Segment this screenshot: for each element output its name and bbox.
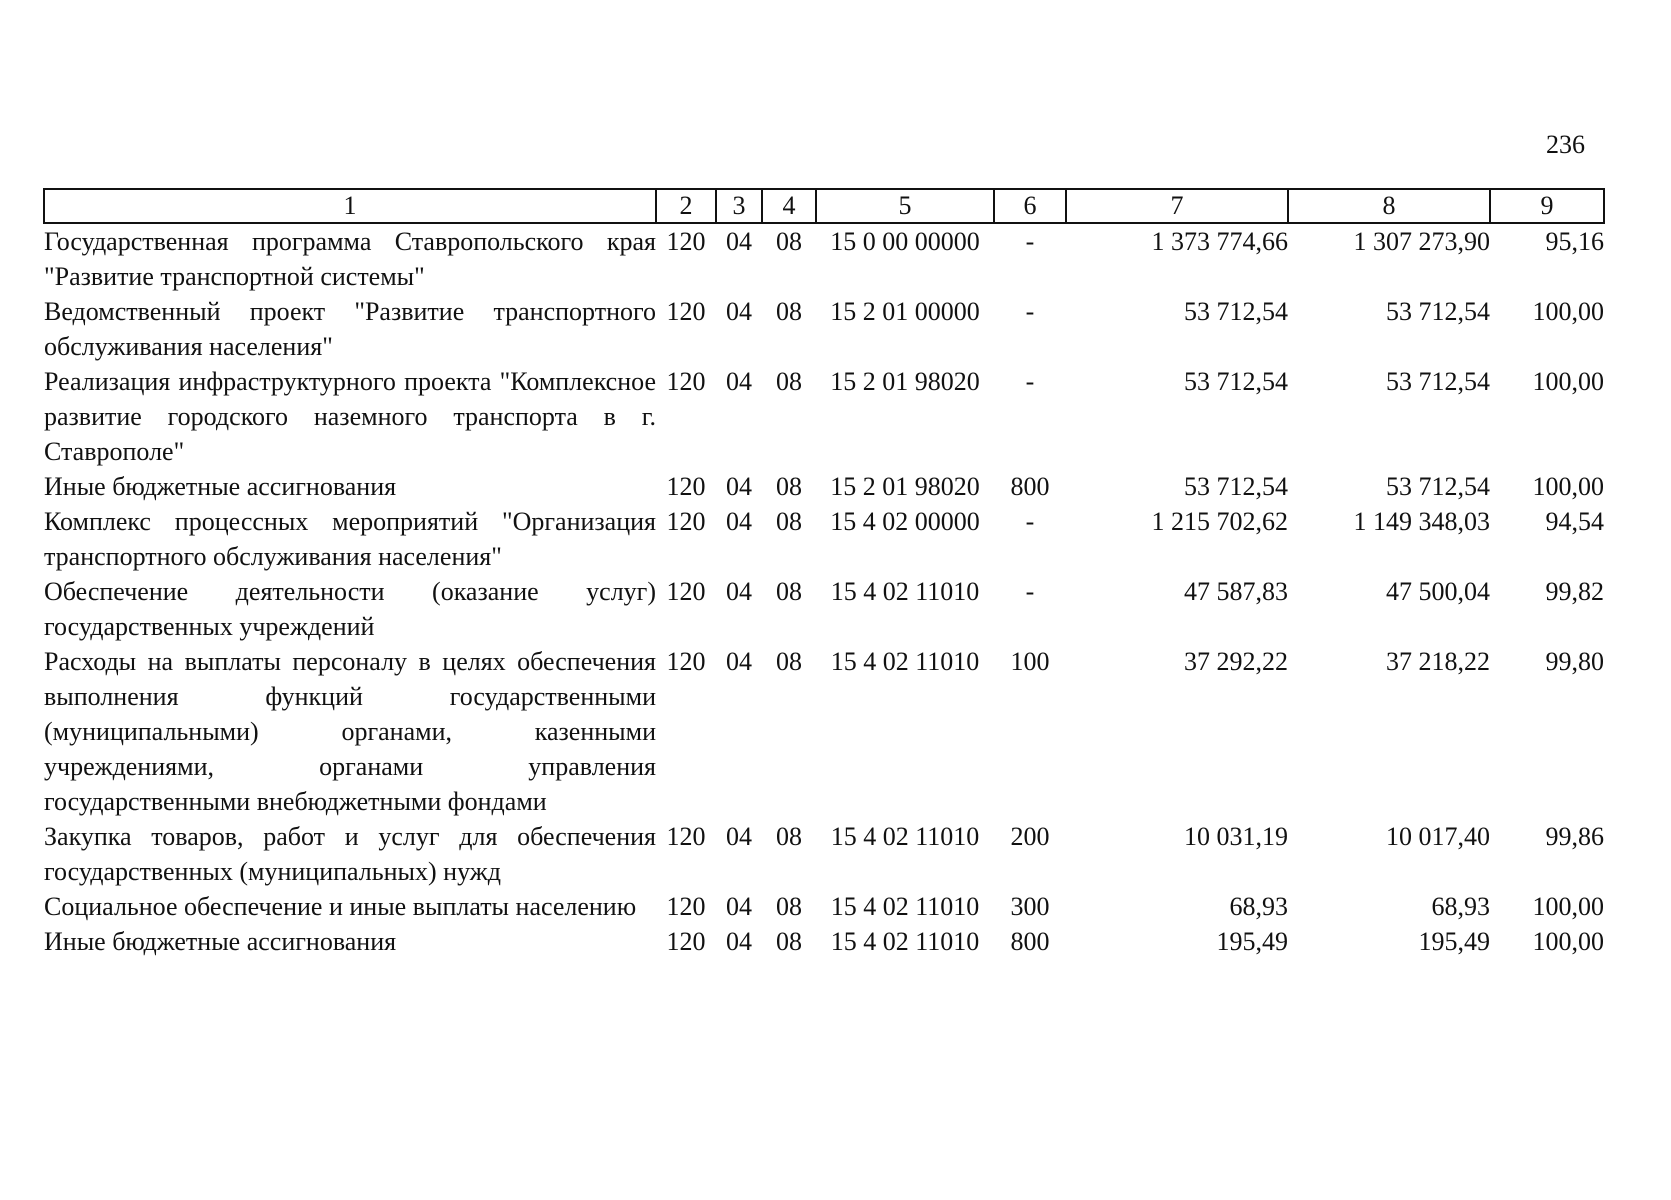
planned-amount-cell: 47 587,83 bbox=[1184, 577, 1288, 606]
percent-cell: 95,16 bbox=[1545, 227, 1604, 256]
column-header: 9 bbox=[1490, 189, 1604, 223]
planned-amount-cell: 10 031,19 bbox=[1184, 822, 1288, 851]
section-code-cell: 04 bbox=[726, 297, 752, 326]
table-row bbox=[44, 574, 1604, 644]
row-name-cell: Иные бюджетные ассигнования bbox=[44, 927, 397, 956]
subsection-code-cell: 08 bbox=[776, 507, 802, 536]
column-header: 2 bbox=[656, 189, 716, 223]
row-name-cell: Закупка товаров, работ и услуг для обеспечения государственных (муниципальных) нужд bbox=[44, 822, 656, 886]
ministry-code-cell: 120 bbox=[666, 507, 706, 536]
executed-amount-cell: 37 218,22 bbox=[1386, 647, 1490, 676]
budget-table bbox=[43, 188, 1605, 959]
row-name-cell: Расходы на выплаты персоналу в целях обеспечения выполнения функций государственными (муниципальными) органами, казенными учреждениями, органами управления государственными внебюджетными фондами bbox=[44, 647, 656, 816]
column-header: 6 bbox=[994, 189, 1066, 223]
planned-amount-cell: 1 215 702,62 bbox=[1151, 507, 1288, 536]
target-article-cell: 15 4 02 11010 bbox=[830, 647, 980, 676]
ministry-code-cell: 120 bbox=[666, 647, 706, 676]
executed-amount-cell: 68,93 bbox=[1431, 892, 1490, 921]
executed-amount-cell: 1 149 348,03 bbox=[1353, 507, 1490, 536]
subsection-code-cell: 08 bbox=[776, 822, 802, 851]
row-name-cell: Ведомственный проект "Развитие транспортного обслуживания населения" bbox=[44, 297, 656, 361]
target-article-cell: 15 4 02 11010 bbox=[830, 927, 980, 956]
row-name-cell: Комплекс процессных мероприятий "Организация транспортного обслуживания населения" bbox=[44, 507, 656, 571]
table-row bbox=[44, 889, 1604, 924]
target-article-cell: 15 4 02 11010 bbox=[830, 577, 980, 606]
column-header: 4 bbox=[762, 189, 816, 223]
percent-cell: 100,00 bbox=[1532, 472, 1604, 501]
table-row bbox=[44, 469, 1604, 504]
subsection-code-cell: 08 bbox=[776, 227, 802, 256]
executed-amount-cell: 10 017,40 bbox=[1386, 822, 1490, 851]
row-name-cell: Иные бюджетные ассигнования bbox=[44, 472, 397, 501]
column-number-header-row bbox=[44, 189, 1604, 223]
ministry-code-cell: 120 bbox=[666, 822, 706, 851]
column-header: 5 bbox=[816, 189, 994, 223]
target-article-cell: 15 4 02 00000 bbox=[830, 507, 980, 536]
row-name-cell: Социальное обеспечение и иные выплаты населению bbox=[44, 892, 637, 921]
percent-cell: 100,00 bbox=[1532, 927, 1604, 956]
subsection-code-cell: 08 bbox=[776, 892, 802, 921]
section-code-cell: 04 bbox=[726, 367, 752, 396]
ministry-code-cell: 120 bbox=[666, 227, 706, 256]
column-header: 8 bbox=[1288, 189, 1490, 223]
row-name-cell: Реализация инфраструктурного проекта "Комплексное развитие городского наземного транспорта в г. Ставрополе" bbox=[44, 367, 656, 466]
expense-type-cell: 300 bbox=[1010, 892, 1050, 921]
planned-amount-cell: 68,93 bbox=[1229, 892, 1288, 921]
planned-amount-cell: 37 292,22 bbox=[1184, 647, 1288, 676]
ministry-code-cell: 120 bbox=[666, 297, 706, 326]
expense-type-cell: - bbox=[1025, 297, 1035, 326]
expense-type-cell: - bbox=[1025, 577, 1035, 606]
section-code-cell: 04 bbox=[726, 822, 752, 851]
executed-amount-cell: 195,49 bbox=[1418, 927, 1490, 956]
planned-amount-cell: 1 373 774,66 bbox=[1151, 227, 1288, 256]
target-article-cell: 15 2 01 98020 bbox=[830, 472, 980, 501]
executed-amount-cell: 53 712,54 bbox=[1386, 367, 1490, 396]
column-header: 1 bbox=[44, 189, 656, 223]
percent-cell: 99,80 bbox=[1545, 647, 1604, 676]
column-header: 7 bbox=[1066, 189, 1288, 223]
page-number: 236 bbox=[1546, 130, 1585, 159]
percent-cell: 99,86 bbox=[1545, 822, 1604, 851]
expense-type-cell: 800 bbox=[1010, 472, 1050, 501]
section-code-cell: 04 bbox=[726, 577, 752, 606]
expense-type-cell: - bbox=[1025, 367, 1035, 396]
row-name-cell: Обеспечение деятельности (оказание услуг) государственных учреждений bbox=[44, 577, 656, 641]
target-article-cell: 15 4 02 11010 bbox=[830, 822, 980, 851]
subsection-code-cell: 08 bbox=[776, 297, 802, 326]
percent-cell: 100,00 bbox=[1532, 892, 1604, 921]
table-row bbox=[44, 294, 1604, 364]
subsection-code-cell: 08 bbox=[776, 577, 802, 606]
subsection-code-cell: 08 bbox=[776, 472, 802, 501]
expense-type-cell: - bbox=[1025, 227, 1035, 256]
table-row bbox=[44, 819, 1604, 889]
section-code-cell: 04 bbox=[726, 647, 752, 676]
expense-type-cell: 200 bbox=[1010, 822, 1050, 851]
expense-type-cell: 100 bbox=[1010, 647, 1050, 676]
row-name-cell: Государственная программа Ставропольского края "Развитие транспортной системы" bbox=[44, 227, 656, 291]
ministry-code-cell: 120 bbox=[666, 927, 706, 956]
table-row bbox=[44, 504, 1604, 574]
ministry-code-cell: 120 bbox=[666, 367, 706, 396]
subsection-code-cell: 08 bbox=[776, 927, 802, 956]
table-row bbox=[44, 223, 1604, 294]
percent-cell: 100,00 bbox=[1532, 297, 1604, 326]
subsection-code-cell: 08 bbox=[776, 367, 802, 396]
target-article-cell: 15 4 02 11010 bbox=[830, 892, 980, 921]
executed-amount-cell: 47 500,04 bbox=[1386, 577, 1490, 606]
planned-amount-cell: 195,49 bbox=[1216, 927, 1288, 956]
section-code-cell: 04 bbox=[726, 927, 752, 956]
column-header: 3 bbox=[716, 189, 762, 223]
percent-cell: 100,00 bbox=[1532, 367, 1604, 396]
expense-type-cell: - bbox=[1025, 507, 1035, 536]
table-row bbox=[44, 364, 1604, 469]
ministry-code-cell: 120 bbox=[666, 892, 706, 921]
table-row bbox=[44, 924, 1604, 959]
target-article-cell: 15 2 01 98020 bbox=[830, 367, 980, 396]
ministry-code-cell: 120 bbox=[666, 472, 706, 501]
expense-type-cell: 800 bbox=[1010, 927, 1050, 956]
section-code-cell: 04 bbox=[726, 472, 752, 501]
subsection-code-cell: 08 bbox=[776, 647, 802, 676]
section-code-cell: 04 bbox=[726, 892, 752, 921]
table-row bbox=[44, 644, 1604, 819]
executed-amount-cell: 53 712,54 bbox=[1386, 297, 1490, 326]
executed-amount-cell: 53 712,54 bbox=[1386, 472, 1490, 501]
section-code-cell: 04 bbox=[726, 227, 752, 256]
section-code-cell: 04 bbox=[726, 507, 752, 536]
planned-amount-cell: 53 712,54 bbox=[1184, 297, 1288, 326]
executed-amount-cell: 1 307 273,90 bbox=[1353, 227, 1490, 256]
target-article-cell: 15 2 01 00000 bbox=[830, 297, 980, 326]
ministry-code-cell: 120 bbox=[666, 577, 706, 606]
percent-cell: 94,54 bbox=[1545, 507, 1604, 536]
planned-amount-cell: 53 712,54 bbox=[1184, 367, 1288, 396]
planned-amount-cell: 53 712,54 bbox=[1184, 472, 1288, 501]
target-article-cell: 15 0 00 00000 bbox=[830, 227, 980, 256]
percent-cell: 99,82 bbox=[1545, 577, 1604, 606]
table-body bbox=[44, 223, 1604, 959]
